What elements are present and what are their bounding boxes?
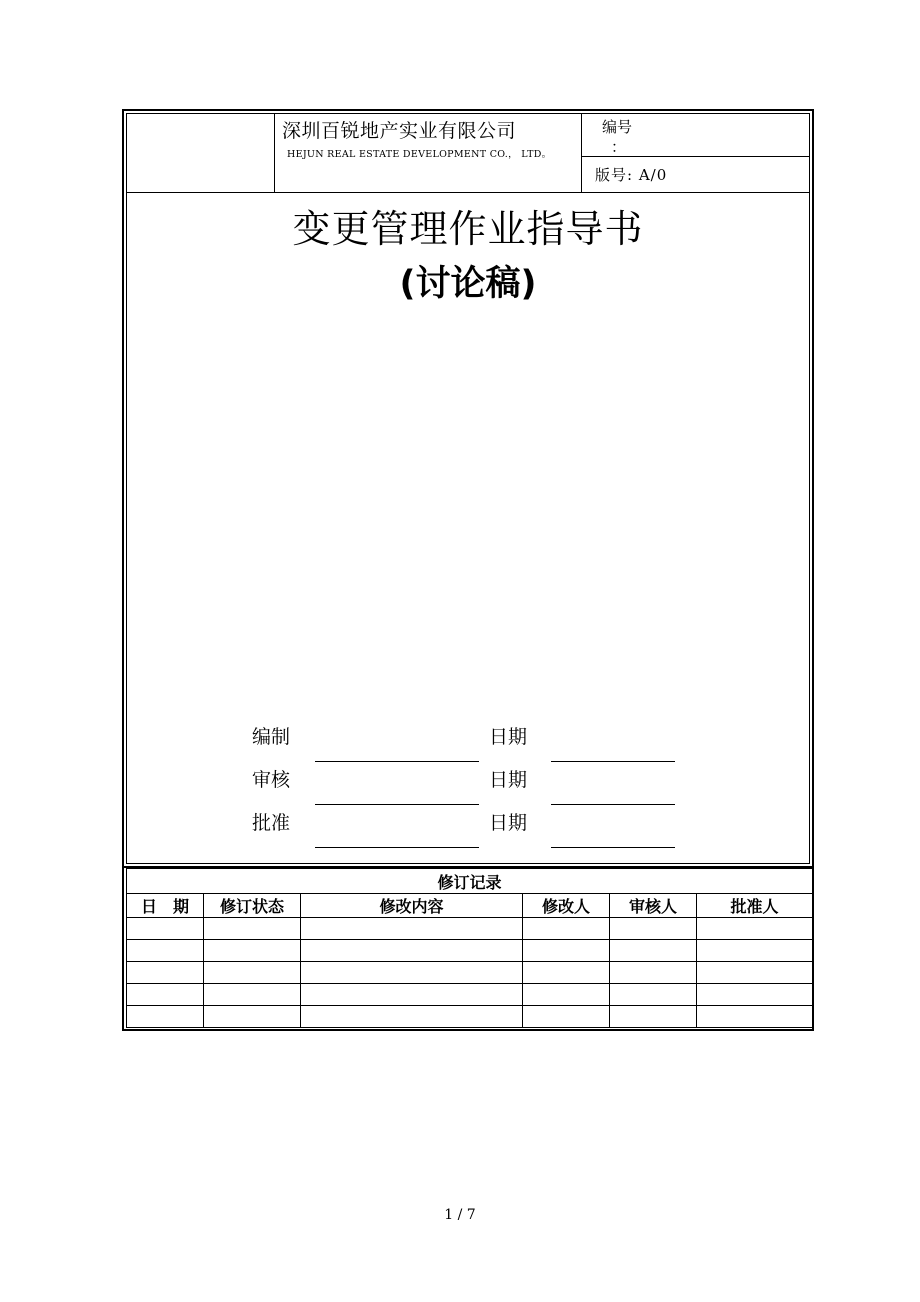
prepared-date-line: [551, 761, 675, 762]
table-row: [127, 1006, 813, 1028]
col-reviewer-header: 审核人: [610, 894, 697, 918]
table-cell: [127, 984, 204, 1006]
table-cell: [204, 940, 301, 962]
cover-inner-border: [126, 113, 810, 864]
table-cell: [204, 962, 301, 984]
company-name-cn: 深圳百锐地产实业有限公司: [282, 120, 517, 142]
table-cell: [301, 918, 523, 940]
table-cell: [204, 984, 301, 1006]
revision-table: [126, 868, 813, 1028]
prepared-label: 编制: [252, 726, 291, 748]
table-row: [127, 984, 813, 1006]
table-row: [127, 962, 813, 984]
table-row: [127, 918, 813, 940]
revision-caption-row: [127, 869, 813, 894]
table-cell: [301, 940, 523, 962]
prepared-date-label: 日期: [489, 726, 528, 748]
document-subtitle: (讨论稿): [399, 264, 537, 304]
table-cell: [523, 1006, 610, 1028]
reviewed-signature-line: [315, 804, 479, 805]
doc-number-label: 编号: [602, 118, 633, 136]
table-cell: [127, 940, 204, 962]
table-cell: [610, 918, 697, 940]
table-cell: [523, 918, 610, 940]
table-cell: [523, 962, 610, 984]
company-name-en: HEJUN REAL ESTATE DEVELOPMENT CO.， LTD。: [287, 149, 552, 160]
col-approver-header: 批准人: [697, 894, 813, 918]
table-cell: [127, 962, 204, 984]
table-cell: [204, 918, 301, 940]
table-row: [127, 940, 813, 962]
table-cell: [697, 940, 813, 962]
revision-header-row: [127, 894, 813, 918]
col-status-header: 修订状态: [204, 894, 301, 918]
approved-signature-line: [315, 847, 479, 848]
version-label: 版号: A/0: [595, 166, 668, 184]
page-number: 1 / 7: [444, 1207, 476, 1223]
company-cell: [275, 114, 582, 192]
table-cell: [523, 940, 610, 962]
document-title: 变更管理作业指导书: [292, 207, 644, 251]
doc-number-colon: ：: [611, 138, 627, 156]
header-band: [127, 114, 809, 193]
reviewed-date-label: 日期: [489, 769, 528, 791]
reviewed-label: 审核: [252, 769, 291, 791]
reviewed-date-line: [551, 804, 675, 805]
table-cell: [127, 918, 204, 940]
table-cell: [301, 1006, 523, 1028]
approved-date-line: [551, 847, 675, 848]
approved-date-label: 日期: [489, 812, 528, 834]
table-cell: [610, 1006, 697, 1028]
table-cell: [697, 918, 813, 940]
table-cell: [610, 984, 697, 1006]
table-cell: [610, 940, 697, 962]
table-cell: [697, 962, 813, 984]
table-cell: [127, 1006, 204, 1028]
col-modifier-header: 修改人: [523, 894, 610, 918]
table-cell: [204, 1006, 301, 1028]
table-cell: [301, 984, 523, 1006]
doc-meta-cell: [582, 114, 809, 192]
logo-cell: [127, 114, 275, 192]
table-cell: [301, 962, 523, 984]
revision-caption: 修订记录: [127, 869, 813, 894]
approved-label: 批准: [252, 812, 291, 834]
revision-record: [122, 868, 814, 1031]
table-cell: [697, 1006, 813, 1028]
table-cell: [523, 984, 610, 1006]
table-cell: [697, 984, 813, 1006]
prepared-signature-line: [315, 761, 479, 762]
col-content-header: 修改内容: [301, 894, 523, 918]
cover-frame: [122, 109, 814, 868]
table-cell: [610, 962, 697, 984]
doc-number-row: [582, 114, 809, 157]
col-date-header: 日 期: [127, 894, 204, 918]
